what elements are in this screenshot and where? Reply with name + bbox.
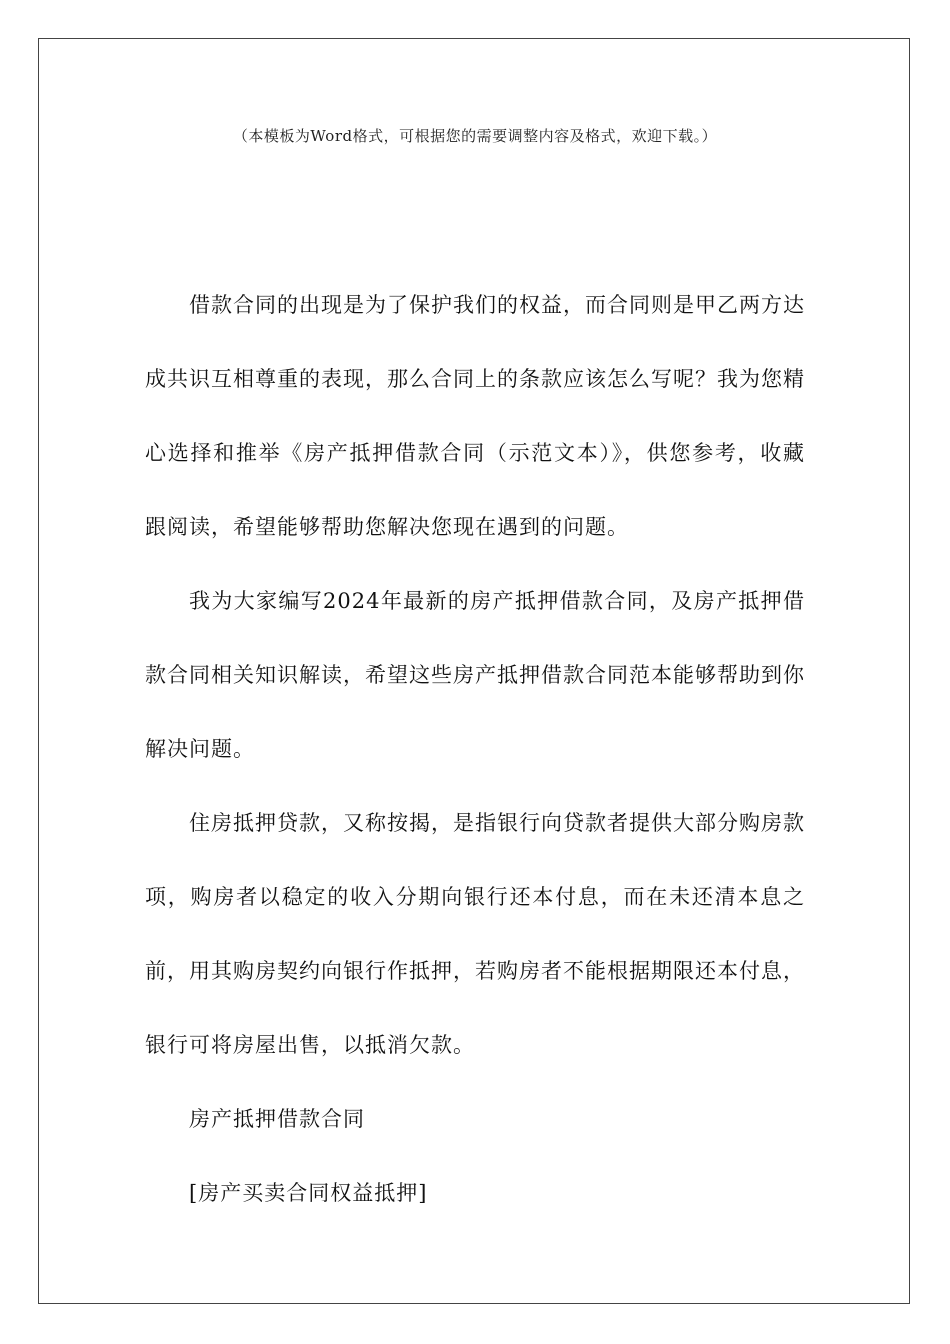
contract-title: 房产抵押借款合同 bbox=[189, 1107, 365, 1131]
definition-paragraph: 住房抵押贷款，又称按揭，是指银行向贷款者提供大部分购房款项，购房者以稳定的收入分期向银行还本付息，而在未还清本息之前，用其购房契约向银行作抵押，若购房者不能根据期限还本付息，银行可将房屋出售，以抵消欠款。 bbox=[145, 811, 805, 1057]
purpose-paragraph: 我为大家编写2024年最新的房产抵押借款合同，及房产抵押借款合同相关知识解读，希望这些房产抵押借款合同范本能够帮助到你解决问题。 bbox=[145, 589, 805, 761]
intro-paragraph: 借款合同的出现是为了保护我们的权益，而合同则是甲乙两方达成共识互相尊重的表现，那么合同上的条款应该怎么写呢？我为您精心选择和推举《房产抵押借款合同（示范文本）》，供您参考，收藏跟阅读，希望能够帮助您解决您现在遇到的问题。 bbox=[145, 293, 805, 539]
template-note: （本模板为Word格式，可根据您的需要调整内容及格式，欢迎下载。） bbox=[232, 127, 718, 145]
document-body bbox=[145, 268, 805, 1230]
contract-subtitle: [房产买卖合同权益抵押] bbox=[189, 1181, 428, 1205]
